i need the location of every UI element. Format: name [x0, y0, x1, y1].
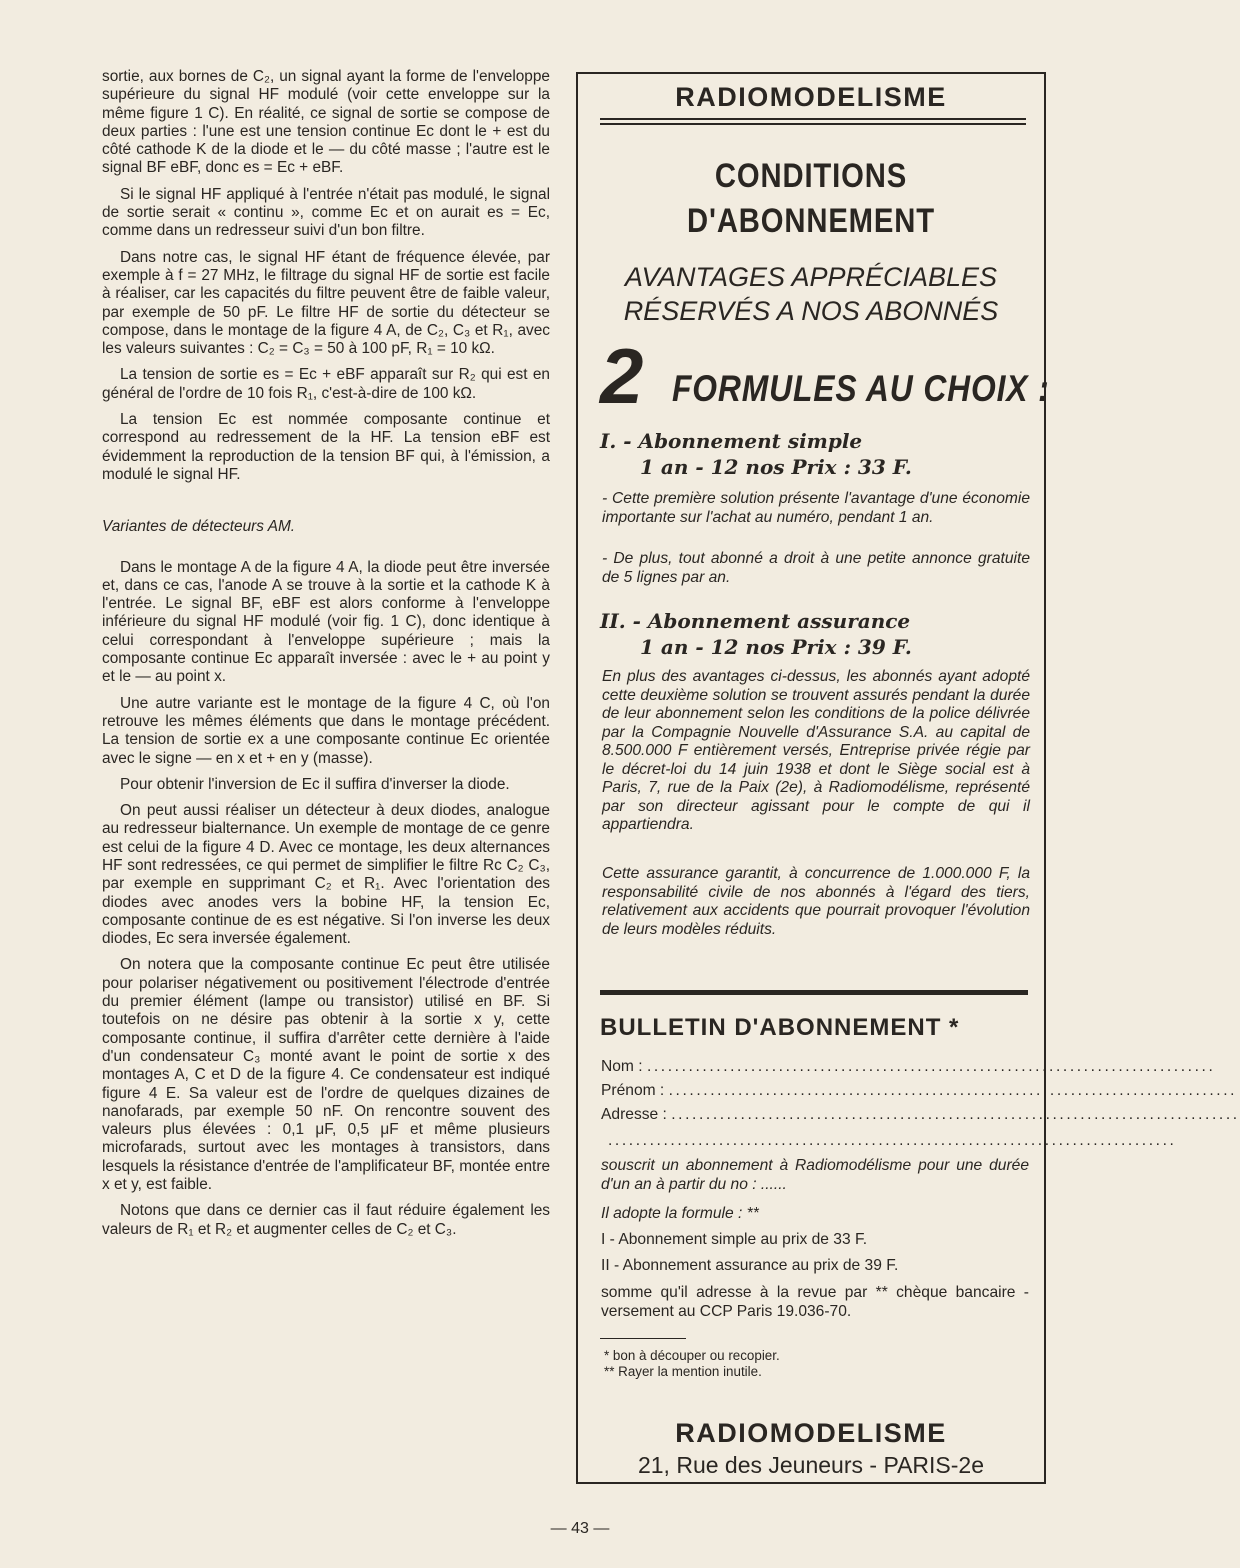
conditions-line-1: CONDITIONS [714, 157, 908, 195]
paragraph: La tension de sortie es = Ec + eBF apparaît sur R₂ qui est en général de l'ordre de 10 fois R₁, c'est-à-dire de 100 kΩ. [102, 366, 550, 402]
paragraph: Dans le montage A de la figure 4 A, la diode peut être inversée et, dans ce cas, l'anode A se trouve à la sortie et la cathode K à l'entrée. Le signal BF, eBF est alors conforme à l'enveloppe inférieure du signal HF modulé (voir fig. 1 C), donc identique à celui correspondant à l'enveloppe supérieure ; mais la composante continue Ec apparaît inversée : avec le + au point y et le — au point x. [102, 558, 550, 686]
paragraph: Dans notre cas, le signal HF étant de fréquence élevée, par exemple à f = 27 MHz, le filtrage du signal HF de sortie est facile à réaliser, car les capacités du filtre peuvent être de faible valeur, par exemple de 50 pF. Le filtre HF de sortie du détecteur se compose, dans le montage de la figure 4 A, de C₂, C₃ et R₁, avec les valeurs suivantes : C₂ = C₃ = 50 à 100 pF, R₁ = 10 kΩ. [102, 248, 550, 358]
option-1-text: I - Abonnement simple au prix de 33 F. [601, 1231, 868, 1248]
footnote-1: * bon à découper ou recopier. [604, 1348, 780, 1363]
avantages-line-1: AVANTAGES APPRÉCIABLES [624, 262, 998, 292]
big-number: 2 [600, 332, 644, 420]
article-column [102, 68, 550, 1247]
adresse-dots-2: .................................................................................. [608, 1132, 1177, 1149]
prenom-field[interactable] [601, 1081, 1238, 1101]
subscription-box [576, 72, 1240, 1484]
double-rule [600, 118, 1026, 126]
bulletin-title: BULLETIN D'ABONNEMENT * [600, 1014, 960, 1041]
formule-2-title: II. - Abonnement assurance [600, 609, 911, 633]
page-number: — 43 — [550, 1520, 610, 1537]
adopte-text: Il adopte la formule : ** [601, 1205, 759, 1222]
paragraph: Pour obtenir l'inversion de Ec il suffira d'inverser la diode. [120, 775, 510, 793]
section-title: Variantes de détecteurs AM. [102, 518, 296, 536]
paragraph: Notons que dans ce dernier cas il faut réduire également les valeurs de R₁ et R₂ et augmenter celles de C₂ et C₃. [102, 1202, 550, 1238]
adresse-label: Adresse : [601, 1106, 667, 1123]
souscrit-text: souscrit un abonnement à Radiomodélisme pour une durée d'un an à partir du no : ...... [601, 1157, 1029, 1193]
formule-1-title: I. - Abonnement simple [600, 429, 863, 453]
conditions-line-2: D'ABONNEMENT [687, 202, 935, 240]
formule-1-desc-2: - De plus, tout abonné a droit à une petite annonce gratuite de 5 lignes par an. [602, 550, 1030, 586]
adresse-dots: .................................................................................. [671, 1106, 1240, 1123]
nom-dots: .................................................................................. [646, 1058, 1216, 1075]
adresse-field-line-2[interactable] [608, 1131, 1177, 1151]
address: 21, Rue des Jeuneurs - PARIS-2e [637, 1452, 985, 1478]
footnote-rule [600, 1338, 686, 1339]
nom-field[interactable] [601, 1057, 1216, 1077]
formule-1-price: 1 an - 12 nos Prix : 33 F. [640, 455, 912, 479]
formule-1-desc: - Cette première solution présente l'avantage d'une économie importante sur l'achat au numéro, pendant 1 an. [602, 490, 1030, 526]
paragraph: Une autre variante est le montage de la figure 4 C, où l'on retrouve les mêmes éléments que dans le montage précédent. La tension de sortie ex a une composante continue Ec orientée avec le signe — en x et + en y (masse). [102, 694, 550, 767]
adresse-field[interactable] [601, 1105, 1240, 1125]
brand-bottom: RADIOMODELISME [675, 1418, 947, 1448]
thick-rule [600, 990, 1028, 995]
brand-title: RADIOMODELISME [675, 82, 947, 112]
formule-2-desc-2: Cette assurance garantit, à concurrence de 1.000.000 F, la responsabilité civile de nos abonnés à l'égard des tiers, relativement aux accidents que pourrait provoquer l'évolution de leurs modèles réduits. [602, 865, 1030, 938]
prenom-dots: .................................................................................. [668, 1082, 1238, 1099]
somme-text: somme qu'il adresse à la revue par ** chèque bancaire - versement au CCP Paris 19.036-70. [601, 1284, 1029, 1320]
nom-label: Nom : [601, 1058, 643, 1075]
formule-2-price: 1 an - 12 nos Prix : 39 F. [640, 635, 912, 659]
paragraph: On notera que la composante continue Ec peut être utilisée pour polariser négativement ou positivement l'électrode d'entrée du premier élément (lampe ou transistor) utilisé en BF. Si toutefois on ne désire pas obtenir à la sortie x y, cette composante continue, il suffira d'arrêter cette dernière à l'aide d'un condensateur C₃ monté avant le point de sortie x des montages A, C et D de la figure 4. Ce condensateur est indiqué figure 4 E. Sa valeur est de l'ordre de quelques dizaines de nanofarads, par exemple 50 nF. On rencontre souvent des valeurs plus élevées : 0,1 μF, 0,5 μF et même plusieurs microfarads, surtout avec les montages à transistors, dans lesquels la résistance d'entrée de l'amplificateur BF, montée entre x et y, est faible. [102, 956, 550, 1194]
formules-heading [600, 332, 1050, 420]
prenom-label: Prénom : [601, 1082, 665, 1099]
paragraph: sortie, aux bornes de C₂, un signal ayant la forme de l'enveloppe supérieure du signal HF modulé (voir cette enveloppe sur la même figure 1 C). En réalité, ce signal de sortie se compose de deux parties : l'une est une tension continue Ec dont le + est du côté cathode K de la diode et le — du côté masse ; l'autre est le signal BF eBF, donc es = Ec + eBF. [102, 68, 550, 177]
footnote-2: ** Rayer la mention inutile. [604, 1364, 762, 1379]
formule-2-heading [600, 608, 1030, 660]
formules-text: FORMULES AU CHOIX : [672, 368, 1050, 409]
paragraph: La tension Ec est nommée composante continue et correspond au redressement de la HF. La tension eBF est évidemment la reproduction de la tension BF qui, à l'émission, a modulé le signal HF. [102, 411, 550, 483]
formule-2-desc: En plus des avantages ci-dessus, les abonnés ayant adopté cette deuxième solution se trouvent assurés pendant la durée de leur abonnement selon les conditions de la police délivrée par la Compagnie Nouvelle d'Assurance S.A. au capital de 8.500.000 F entièrement versés, Entreprise privée régie par le décret-loi du 14 juin 1938 et dont le Siège social est à Paris, 7, rue de la Paix (2e), à Radiomodélisme, représenté par son directeur agissant pour le compte de qui il appartiendra. [602, 668, 1030, 833]
avantages-line-2: RÉSERVÉS A NOS ABONNÉS [623, 296, 999, 326]
conditions-heading [611, 154, 1012, 244]
paragraph: On peut aussi réaliser un détecteur à deux diodes, analogue au redresseur bialternance. Un exemple de montage de ce genre est celui de la figure 4 D. Avec ce montage, les deux alternances HF sont redressées, ce qui permet de simplifier le filtre Rc C₂ C₃, par exemple en supprimant C₂ et R₁. Avec l'orientation des diodes avec anodes vers la bobine HF, la tension Ec, composante continue de es est négative. Si l'on inverse les deux diodes, Ec sera inversée également. [102, 802, 550, 948]
option-2-text: II - Abonnement assurance au prix de 39 F. [601, 1257, 899, 1274]
formule-1-heading [600, 428, 1030, 480]
paragraph: Si le signal HF appliqué à l'entrée n'était pas modulé, le signal de sortie serait « continu », comme Ec et on aurait es = Ec, comme dans un redresseur suivi d'un bon filtre. [102, 185, 550, 240]
avantages-heading [578, 260, 1044, 328]
